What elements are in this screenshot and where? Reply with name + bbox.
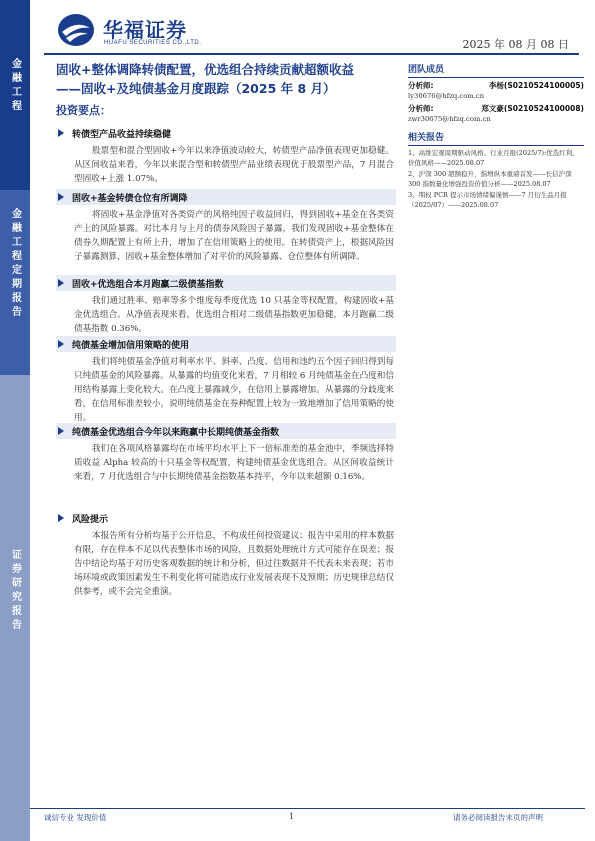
page-number: 1 <box>289 812 295 821</box>
section-heading <box>56 125 396 141</box>
analyst-entry <box>408 81 584 101</box>
section-body: 我们通过胜率、赔率等多个维度每季度优选 10 只基金等权配置，构建固收+基金优选组合。从净值表现来看，优选组合相对二级债基指数更加稳健，本月跑赢二级债基指数 0.36%。 <box>74 296 394 334</box>
header-divider <box>44 53 579 55</box>
footer-slogan: 诚信专业 发现价值 <box>44 813 107 822</box>
page-header <box>44 10 579 54</box>
section-heading <box>56 423 396 439</box>
bullet-icon <box>58 279 64 287</box>
section-heading-text: 转债型产品收益持续稳健 <box>72 129 172 140</box>
analyst-entry <box>408 104 584 124</box>
report-title-line2: ——固收+及纯债基金月度跟踪（2025 年 8 月） <box>56 81 336 96</box>
section-heading-text: 固收+基金转债仓位有所调降 <box>72 193 188 204</box>
bullet-icon <box>58 427 64 435</box>
footer-disclaimer: 请务必阅读报告末页的声明 <box>453 813 543 822</box>
analyst-role: 分析师: <box>408 81 434 90</box>
section-body: 股票型和混合型固收+今年以来净值波动较大，转债型产品净值表现更加稳健。从区间收益来看，今年以来混合型和转债型产品业绩表现优于股票型产品，7 月混合型固收+上涨 1.07%。 <box>74 146 394 184</box>
analyst-name: 李杨(S0210524100005) <box>488 81 584 90</box>
section-heading-text: 风险提示 <box>72 514 109 525</box>
report-title <box>56 60 396 98</box>
sidebar-mid-segment <box>0 190 30 375</box>
report-date: 2025 年 08 月 08 日 <box>462 38 569 51</box>
bullet-icon <box>58 129 64 137</box>
summary-label: 投资要点： <box>56 104 111 117</box>
section-heading-text: 固收+优选组合本月跑赢二级债基指数 <box>72 279 224 290</box>
analyst-role: 分析师: <box>408 104 434 113</box>
related-report-item[interactable]: 1、高维宏观周期驱动风格、行业月报(2025/7):优选红利、价值风格——2025.08.07 <box>408 149 579 167</box>
report-title-line1: 固收+整体调降转债配置，优选组合持续贡献超额收益 <box>56 62 354 77</box>
analyst-email[interactable]: ly30676@hfzq.com.cn <box>408 92 485 100</box>
huafu-logo-icon <box>56 12 96 48</box>
analyst-name: 郑文豪(S0210524100008) <box>481 104 584 113</box>
bullet-icon <box>58 514 64 522</box>
related-reports-title: 相关报告 <box>408 130 584 146</box>
section-heading <box>56 189 396 205</box>
related-report-item[interactable]: 2、沪深 300 超额稳升，指增纵本重磅首发——长信沪深 300 指数量化增强投资价值分析——2025.08.07 <box>408 170 572 188</box>
footer-divider <box>30 808 585 809</box>
sidebar-bottom-label: 证券研究报告 <box>9 549 21 633</box>
section-body: 将固收+基金净值对各类资产的风格纯因子收益回归，得到固收+基金在各类资产上的风险暴露。对比本月与上月的债券风险因子暴露，我们发现固收+基金整体在债券久期配置上有所上升，增加了在信用策略上的使用。在转债资产上，根据风险因子暴露测算，固收+基金整体增加了对平价的风险暴露、仓位整体有所调降。 <box>74 210 394 262</box>
company-name-en: HUAFU SECURITIES CO.,LTD. <box>104 40 202 46</box>
section-heading-text: 纯债基金增加信用策略的使用 <box>72 340 190 351</box>
section-body: 本报告所有分析均基于公开信息，不构成任何投资建议；报告中采用的样本数据有限，存在样本不足以代表整体市场的风险，且数据处理统计方式可能存在误差；报告中结论均基于对历史客观数据的统计和分析，但过往数据并不代表未来表现；若市场环境或政策因素发生不利变化将可能造成行业发展表现不及预期；历史规律总结仅供参考，或不会完全重演。 <box>74 531 394 597</box>
section-body: 我们将纯债基金净值对利率水平、斜率、凸度、信用和违约五个因子回归得到每只纯债基金的风险暴露。从暴露的均值变化来看，7 月相较 6 月纯债基金在凸度和信用结构暴露上变化较大。在凸度上暴露减少，在信用上暴露增加。从暴露的分歧度来看，在信用标准差较小，说明纯债基金在券种配置上较为一致地增加了信用策略的使用。 <box>74 357 394 423</box>
sidebar-top-segment <box>0 0 30 190</box>
bullet-icon <box>58 193 64 201</box>
sidebar-bottom-segment <box>0 375 30 841</box>
team-title: 团队成员 <box>408 62 584 78</box>
right-column <box>408 62 584 212</box>
section-heading <box>56 275 396 291</box>
sidebar <box>0 0 30 841</box>
section-heading-text: 纯债基金优选组合今年以来跑赢中长期纯债基金指数 <box>72 427 280 438</box>
section-body: 我们在各项风格暴露均在市场平均水平上下一倍标准差的基金池中，季频选择特质收益 Alpha 较高的十只基金等权配置，构建纯债基金优选组合。从区间收益统计来看，7 月优选组合与中长期纯债基金指数基本持平，今年以来超额 0.16%。 <box>74 444 394 482</box>
bullet-icon <box>58 340 64 348</box>
section-heading <box>56 336 396 352</box>
analyst-email[interactable]: zwr30675@hfzq.com.cn <box>408 115 491 123</box>
company-name-cn: 华福证券 <box>103 18 187 42</box>
section-heading <box>56 510 396 526</box>
sidebar-mid-label: 金融工程定期报告 <box>9 208 21 320</box>
related-report-item[interactable]: 3、期权 PCR 提示市场情绪偏谨慎——7 月衍生品月报（2025/07）——2025.08.07 <box>408 191 567 209</box>
sidebar-top-label: 金融工程 <box>9 58 21 114</box>
